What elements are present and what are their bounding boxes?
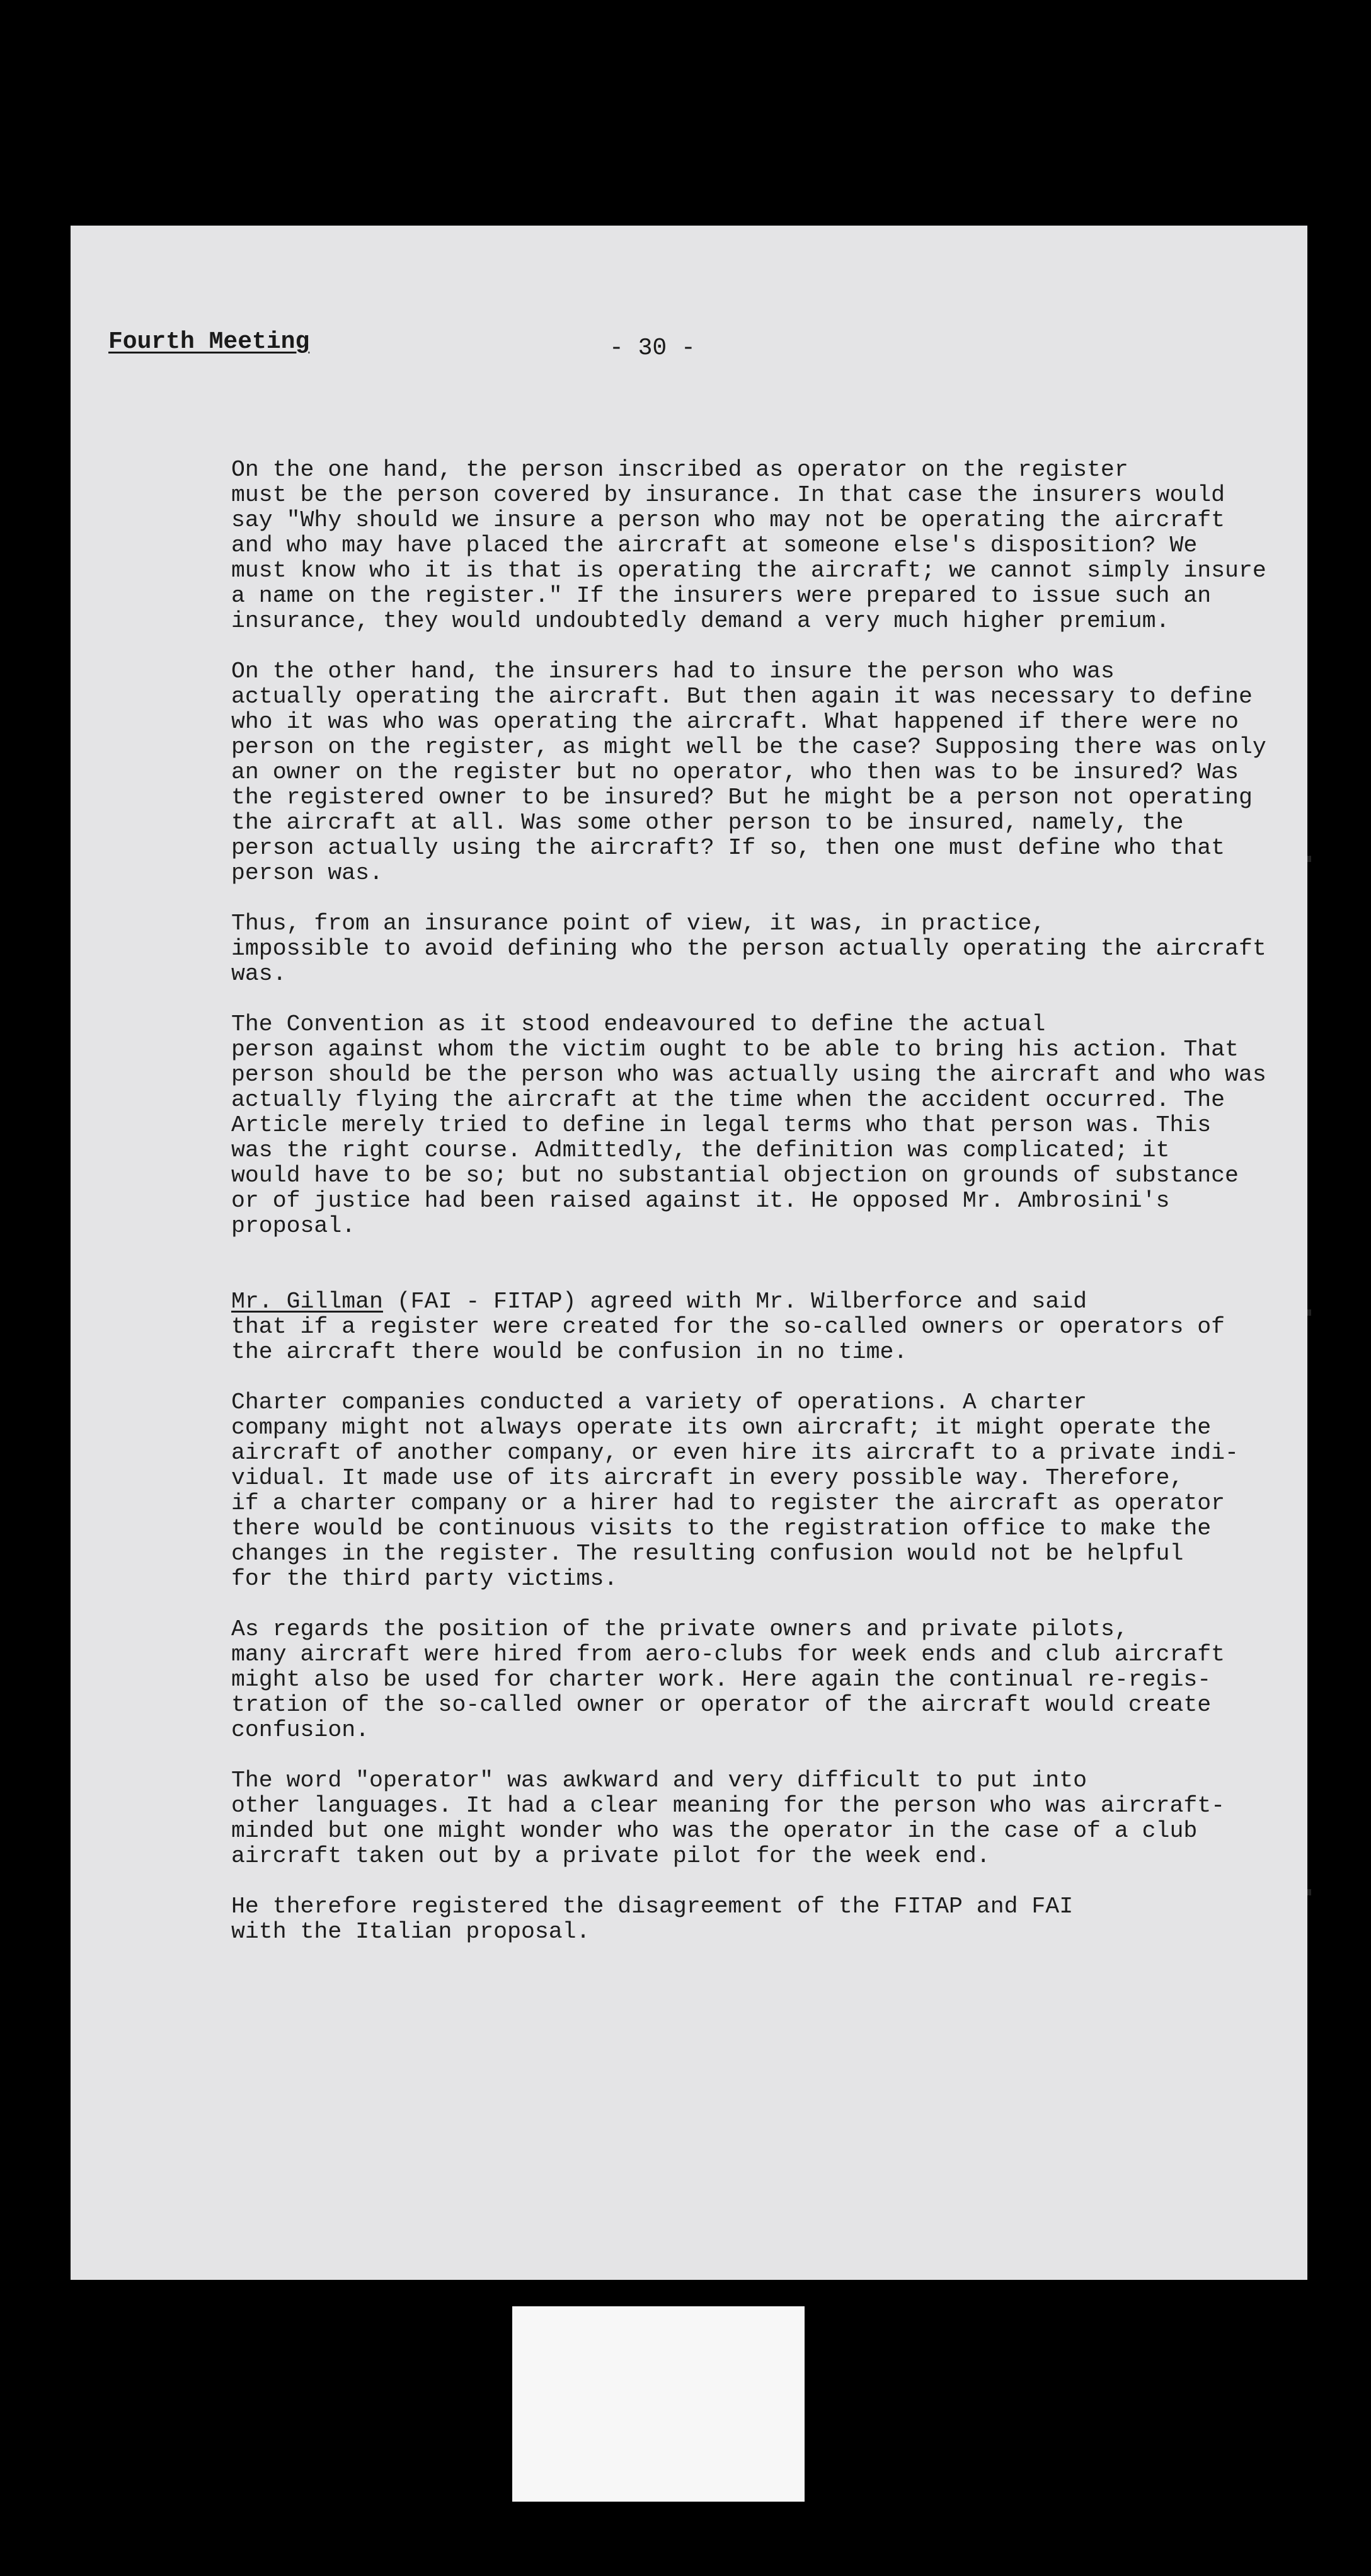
blank-card — [512, 2306, 805, 2502]
meeting-title: Fourth Meeting — [108, 328, 310, 355]
paragraph-7: The word "operator" was awkward and very difficult to put into other languages. It had a clear meaning for the person who was aircraft- minded but one might wonder who was the operator in the case of a club aircraft taken out by a private pilot for the week end. — [231, 1768, 1225, 1869]
document-page — [71, 226, 1307, 2280]
paragraph-5: Charter companies conducted a variety of operations. A charter company might not always operate its own aircraft; it might operate the aircraft of another company, or even hire its aircraft to a private indi- vidual. It made use of its aircraft in every possible way. Therefore, if a charter company or a hirer had to register the aircraft as operator there would be continuous visits to the registration office to make the changes in the register. The resulting confusion would not be helpful for the third party victims. — [231, 1389, 1239, 1592]
edge-mark — [1307, 856, 1311, 862]
paragraph-6: As regards the position of the private owners and private pilots, many aircraft were hired from aero-clubs for week ends and club aircraft might also be used for charter work. Here again the continual re-regis- tration of the so-called owner or operator of the aircraft would create confusion. — [231, 1616, 1225, 1743]
document-body — [231, 457, 1271, 1970]
speaker-text: (FAI - FITAP) agreed with Mr. Wilberforce and said that if a register were created for the so-called owners or operators of the aircraft there would be confusion in no time. — [231, 1289, 1225, 1365]
paragraph-3: Thus, from an insurance point of view, it was, in practice, impossible to avoid defining who the person actually operating the aircraft was. — [231, 911, 1266, 987]
page-number: - 30 - — [609, 335, 696, 362]
paragraph-1: On the one hand, the person inscribed as operator on the register must be the person covered by insurance. In that case the insurers would say "Why should we insure a person who may not be operating the aircraft and who may have placed the aircraft at someone else's disposition? We must know who it is that is operating the aircraft; we cannot simply insure a name on the register." If the insurers were prepared to issue such an insurance, they would undoubtedly demand a very much higher premium. — [231, 457, 1266, 634]
paragraph-8: He therefore registered the disagreement of the FITAP and FAI with the Italian proposal. — [231, 1894, 1074, 1945]
speaker-paragraph — [231, 1289, 1271, 1365]
paragraph-2: On the other hand, the insurers had to insure the person who was actually operating the aircraft. But then again it was necessary to define who it was who was operating the aircraft. What happened if there were no person on the register, as might well be the case? Supposing there was only an owner on the register but no operator, who then was to be insured? Was the registered owner to be insured? But he might be a person not operating the aircraft at all. Was some other person to be insured, namely, the person actually using the aircraft? If so, then one must define who that person was. — [231, 658, 1266, 886]
speaker-name: Mr. Gillman — [231, 1289, 383, 1314]
paragraph-4: The Convention as it stood endeavoured to define the actual person against whom the victim ought to be able to bring his action. That person should be the person who was actually using the aircraft and who was actually flying the aircraft at the time when the accident occurred. The Article merely tried to define in legal terms who that person was. This was the right course. Admittedly, the definition was complicated; it would have to be so; but no substantial objection on grounds of substance or of justice had been raised against it. He opposed Mr. Ambrosini's proposal. — [231, 1011, 1266, 1239]
edge-mark — [1307, 1889, 1311, 1895]
edge-mark — [1307, 1309, 1311, 1316]
